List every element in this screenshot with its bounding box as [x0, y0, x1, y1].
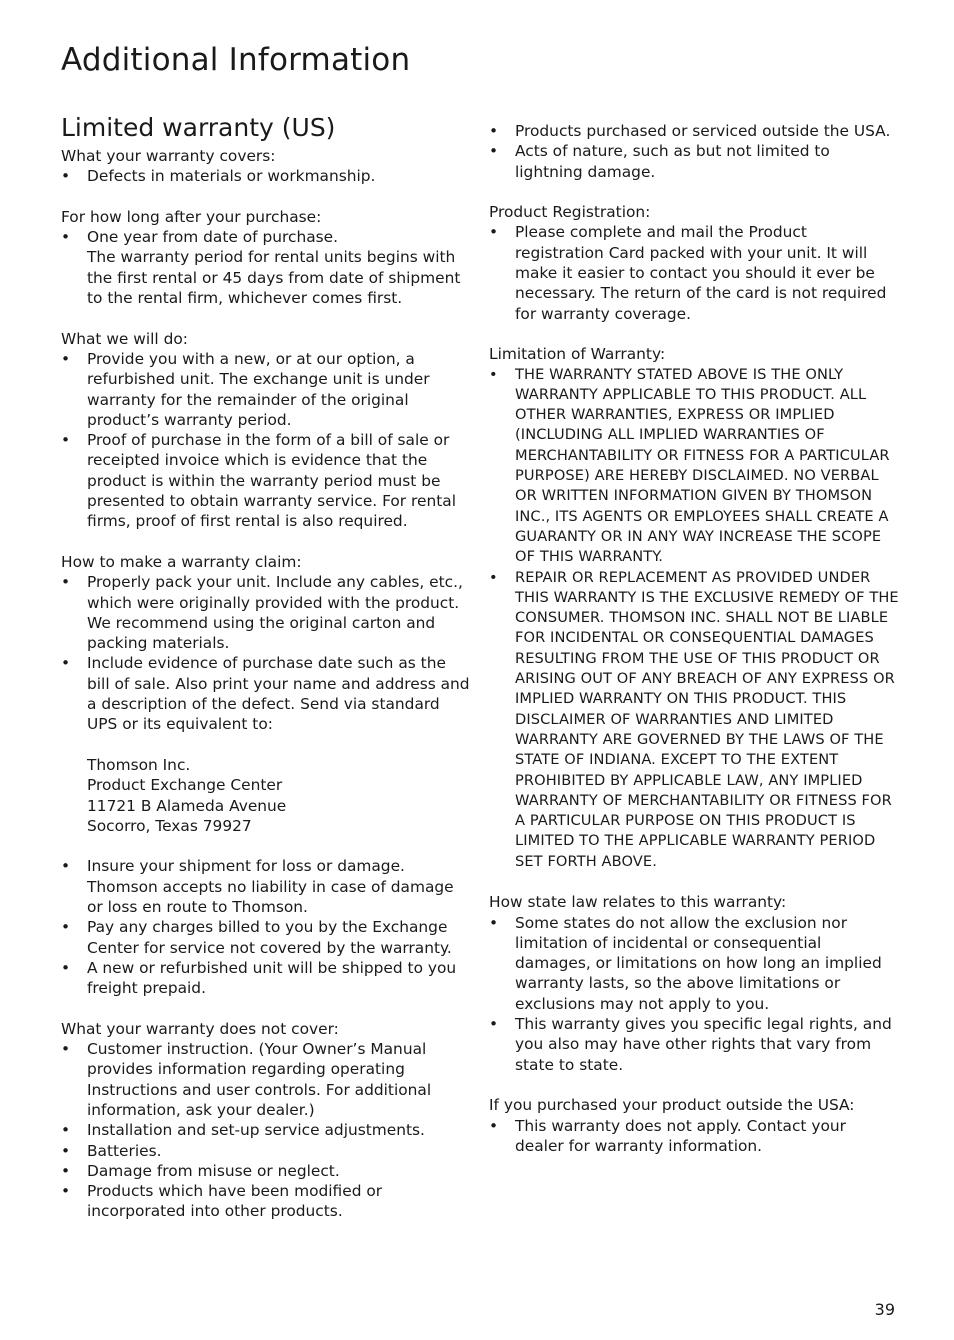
section-title: Limited warranty (US) [61, 113, 336, 142]
claim-list [61, 572, 471, 734]
state-law-list [489, 913, 899, 1075]
exchange-address [61, 755, 471, 836]
limitation-list [489, 365, 899, 872]
list-item: • Acts of nature, such as but not limited to lightning damage. [489, 142, 830, 181]
list-item: • Please complete and mail the Product registration Card packed with your unit. It will make it easier to contact you should it ever be necessary. The return of the card is not required for warranty coverage. [489, 223, 887, 323]
address-line: 11721 B Alameda Avenue [87, 796, 287, 815]
list-item: • Pay any charges billed to you by the Exchange Center for service not covered by the warranty. [61, 918, 452, 957]
list-item: • Damage from misuse or neglect. [61, 1161, 340, 1180]
how-long-list [61, 227, 471, 247]
list-item: • Some states do not allow the exclusion nor limitation of incidental or consequential damages, or limitations on how long an implied warranty lasts, so the above limitations or exclusions may not apply to you. [489, 913, 882, 1013]
list-item: • Defects in materials or workmanship. [61, 167, 376, 186]
not-cover-list-continued [489, 121, 899, 182]
left-column [61, 110, 471, 1222]
list-item: • Properly pack your unit. Include any cables, etc., which were originally provided with the product. We recommend using the original carton and packing materials. [61, 573, 463, 653]
address-line: Thomson Inc. [87, 755, 191, 774]
covers-list [61, 166, 471, 186]
list-item: • Provide you with a new, or at our option, a refurbished unit. The exchange unit is under warranty for the remainder of the original product’s warranty period. [61, 349, 430, 429]
not-cover-list [61, 1039, 471, 1222]
right-column [489, 121, 899, 1156]
how-long-heading: For how long after your purchase: [61, 207, 322, 226]
list-item: • A new or refurbished unit will be shipped to you freight prepaid. [61, 958, 457, 998]
list-item: • Insure your shipment for loss or damage. Thomson accepts no liability in case of damage or loss en route to Thomson. [61, 857, 454, 916]
list-item: • Include evidence of purchase date such as the bill of sale. Also print your name and address and a description of the defect. Send via standard UPS or its equivalent to: [61, 654, 470, 734]
list-item: • This warranty does not apply. Contact your dealer for warranty information. [489, 1116, 846, 1155]
list-item: • Products which have been modified or incorporated into other products. [61, 1182, 383, 1221]
list-item: • This warranty gives you specific legal rights, and you also may have other rights that vary from state to state. [489, 1015, 892, 1074]
address-line: Socorro, Texas 79927 [87, 816, 252, 835]
page-number: 39 [874, 1300, 895, 1319]
outside-usa-heading: If you purchased your product outside the USA: [489, 1096, 855, 1115]
limitation-heading: Limitation of Warranty: [489, 345, 666, 364]
not-cover-heading: What your warranty does not cover: [61, 1019, 339, 1038]
list-item: • Products purchased or serviced outside the USA. [489, 122, 891, 140]
claim-heading: How to make a warranty claim: [61, 552, 302, 571]
registration-list [489, 222, 899, 323]
state-law-heading: How state law relates to this warranty: [489, 893, 787, 912]
claim-list-continued [61, 856, 471, 998]
outside-usa-list [489, 1116, 899, 1157]
covers-heading: What your warranty covers: [61, 147, 276, 165]
rental-note: The warranty period for rental units begins with the first rental or 45 days from date of shipment to the rental firm, whichever comes first. [87, 248, 461, 308]
list-item: • Proof of purchase in the form of a bill of sale or receipted invoice which is evidence that the product is within the warranty period must be presented to obtain warranty service. For rental firms, proof of first rental is also required. [61, 431, 456, 531]
list-item: • THE WARRANTY STATED ABOVE IS THE ONLY WARRANTY APPLICABLE TO THIS PRODUCT. ALL OTHER WARRANTIES, EXPRESS OR IMPLIED (INCLUDING ALL IMPLIED WARRANTIES OF MERCHANTABILITY OR FITNESS FOR A PARTICULAR PURPOSE) ARE HEREBY DISCLAIMED. NO VERBAL OR WRITTEN INFORMATION GIVEN BY THOMSON INC., ITS AGENTS OR EMPLOYEES SHALL CREATE A GUARANTY OR IN ANY WAY INCREASE THE SCOPE OF THIS WARRANTY. [489, 365, 890, 566]
page-title: Additional Information [61, 42, 411, 78]
will-do-heading: What we will do: [61, 329, 188, 348]
list-item: • REPAIR OR REPLACEMENT AS PROVIDED UNDER THIS WARRANTY IS THE EXCLUSIVE REMEDY OF THE CONSUMER. THOMSON INC. SHALL NOT BE LIABLE FOR INCIDENTAL OR CONSEQUENTIAL DAMAGES RESULTING FROM THE USE OF THIS PRODUCT OR ARISING OUT OF ANY BREACH OF ANY EXPRESS OR IMPLIED WARRANTY ON THIS PRODUCT. THIS DISCLAIMER OF WARRANTIES AND LIMITED WARRANTY ARE GOVERNED BY THE LAWS OF THE STATE OF INDIANA. EXCEPT TO THE EXTENT PROHIBITED BY APPLICABLE LAW, ANY IMPLIED WARRANTY OF MERCHANTABILITY OR FITNESS FOR A PARTICULAR PURPOSE ON THIS PRODUCT IS LIMITED TO THE APPLICABLE WARRANTY PERIOD SET FORTH ABOVE. [489, 568, 899, 870]
address-line: Product Exchange Center [87, 776, 283, 795]
list-item: • Installation and set-up service adjustments. [61, 1121, 425, 1140]
list-item: • Customer instruction. (Your Owner’s Manual provides information regarding operating Instructions and user controls. For additional information, ask your dealer.) [61, 1040, 432, 1119]
list-item: • Batteries. [61, 1141, 162, 1160]
will-do-list [61, 349, 471, 532]
registration-heading: Product Registration: [489, 203, 651, 222]
list-item: • One year from date of purchase. [61, 228, 339, 247]
